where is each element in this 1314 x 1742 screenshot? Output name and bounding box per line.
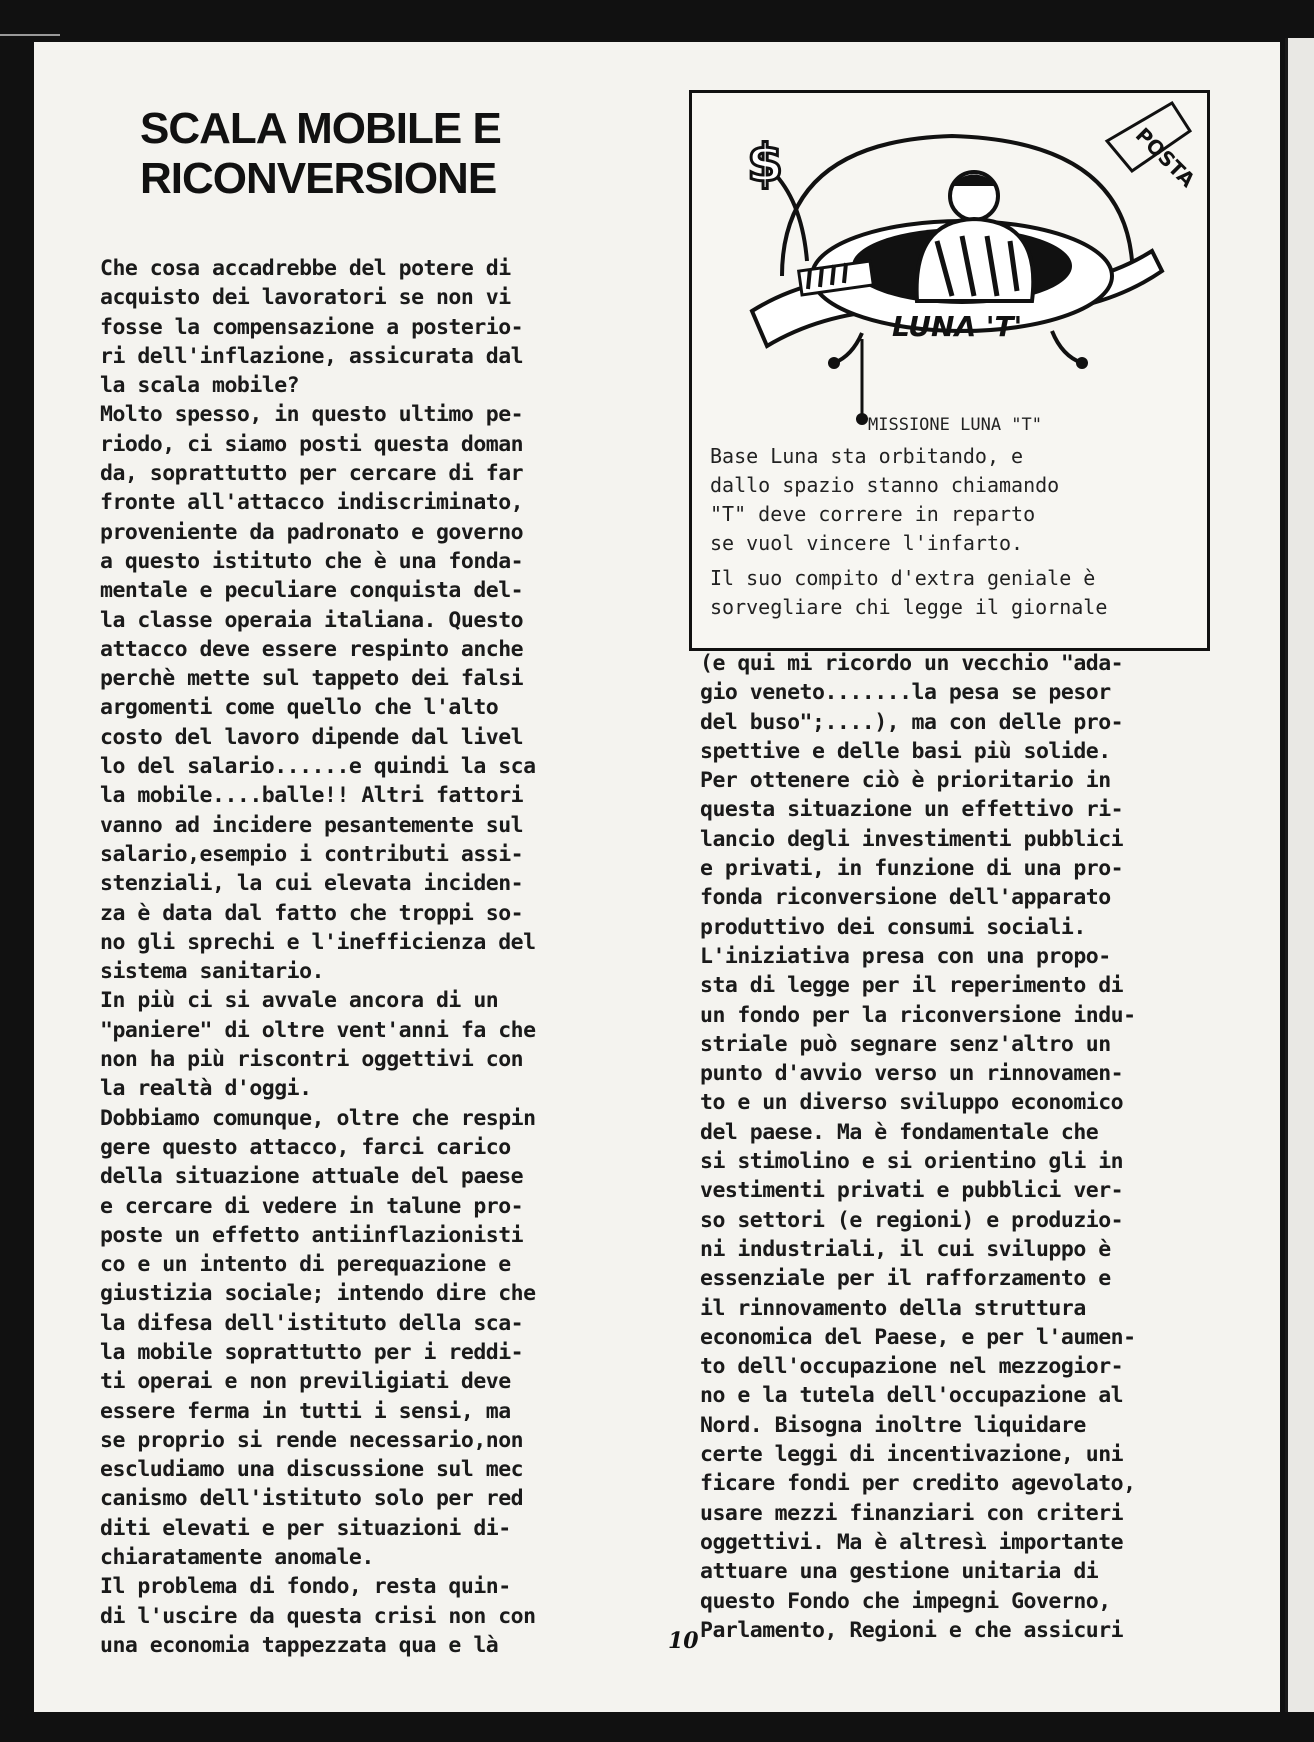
text-line: In più ci si avvale ancora di un <box>100 988 499 1014</box>
left-column-text <box>100 254 680 1660</box>
right-column-text <box>700 649 1240 1645</box>
text-line: questo Fondo che impegni Governo, <box>700 1588 1111 1614</box>
text-line: argomenti come quello che l'alto <box>100 695 499 721</box>
poem-line: Base Luna sta orbitando, e <box>710 444 1024 468</box>
poem-line: Il suo compito d'extra geniale è <box>710 566 1096 590</box>
text-line: to dell'occupazione nel mezzogior- <box>700 1354 1124 1380</box>
text-line: Nord. Bisogna inoltre liquidare <box>700 1412 1086 1438</box>
text-line: a questo istituto che è una fonda- <box>100 548 524 574</box>
text-line: la scala mobile? <box>100 373 300 399</box>
text-line: certe leggi di incentivazione, uni <box>700 1442 1124 1468</box>
text-line: proveniente da padronato e governo <box>100 519 524 545</box>
text-line: del buso";....), ma con delle pro- <box>700 709 1124 735</box>
posta-stamp-text: POSTA <box>1130 122 1200 192</box>
text-line: la mobile....balle!! Altri fattori <box>100 783 524 809</box>
text-line: (e qui mi ricordo un vecchio "ada- <box>700 651 1124 676</box>
text-line: riodo, ci siamo posti questa doman <box>100 431 524 457</box>
top-rule <box>0 34 60 36</box>
text-line: attuare una gestione unitaria di <box>700 1559 1099 1585</box>
poem-caption: MISSIONE LUNA "T" <box>868 415 1042 435</box>
luna-logo-text: LUNA 'T' <box>892 310 1023 343</box>
text-line: essere ferma in tutti i sensi, ma <box>100 1398 511 1424</box>
cartoon-box <box>689 90 1210 651</box>
text-line: economica del Paese, e per l'aumen- <box>700 1324 1136 1350</box>
text-line: essenziale per il rafforzamento e <box>700 1266 1111 1292</box>
text-line: di l'uscire da questa crisi non con <box>100 1603 536 1629</box>
title-line-2: RICONVERSIONE <box>140 154 497 203</box>
text-line: giustizia sociale; intendo dire che <box>100 1281 536 1307</box>
text-line: vestimenti privati e pubblici ver- <box>700 1178 1124 1204</box>
title-line-1: SCALA MOBILE E <box>140 104 501 153</box>
text-line: e privati, in funzione di una pro- <box>700 856 1124 882</box>
text-line: punto d'avvio verso un rinnovamen- <box>700 1061 1124 1087</box>
text-line: mentale e peculiare conquista del- <box>100 578 524 604</box>
text-line: Per ottenere ciò è prioritario in <box>700 768 1111 794</box>
cartoon-illustration <box>712 101 1200 421</box>
leg-foot-right-shape <box>1076 357 1088 369</box>
text-line: co e un intento di perequazione e <box>100 1252 511 1278</box>
text-line: Dobbiamo comunque, oltre che respin <box>100 1105 536 1131</box>
text-line: produttivo dei consumi sociali. <box>700 914 1086 940</box>
text-line: della situazione attuale del paese <box>100 1164 524 1190</box>
text-line: perchè mette sul tappeto dei falsi <box>100 666 524 692</box>
text-line: la classe operaia italiana. Questo <box>100 607 524 633</box>
text-line: so settori (e regioni) e produzio- <box>700 1207 1124 1233</box>
text-line: "paniere" di oltre vent'anni fa che <box>100 1017 536 1043</box>
text-line: si stimolino e si orientino gli in <box>700 1149 1124 1175</box>
text-line: chiaratamente anomale. <box>100 1545 374 1571</box>
text-line: usare mezzi finanziari con criteri <box>700 1500 1124 1526</box>
text-line: fonda riconversione dell'apparato <box>700 885 1111 911</box>
text-line: una economia tappezzata qua e là <box>100 1632 499 1658</box>
text-line: sta di legge per il reperimento di <box>700 973 1124 999</box>
text-line: no e la tutela dell'occupazione al <box>700 1383 1124 1409</box>
text-line: L'iniziativa presa con una propo- <box>700 943 1111 969</box>
text-line: acquisto dei lavoratori se non vi <box>100 285 511 311</box>
text-line: diti elevati e per situazioni di- <box>100 1515 511 1541</box>
text-line: spettive e delle basi più solide. <box>700 738 1111 764</box>
text-line: za è data dal fatto che troppi so- <box>100 900 524 926</box>
text-line: del paese. Ma è fondamentale che <box>700 1119 1099 1145</box>
text-line: stenziali, la cui elevata inciden- <box>100 871 524 897</box>
text-line: ri dell'inflazione, assicurata dal <box>100 343 524 369</box>
poem-block <box>710 411 1200 622</box>
text-line: Parlamento, Regioni e che assicuri <box>700 1617 1124 1643</box>
text-line: sistema sanitario. <box>100 959 324 985</box>
text-line: un fondo per la riconversione indu- <box>700 1002 1136 1028</box>
text-line: salario,esempio i contributi assi- <box>100 841 524 867</box>
text-line: questa situazione un effettivo ri- <box>700 797 1124 823</box>
text-line: la mobile soprattutto per i reddi- <box>100 1339 524 1365</box>
text-line: ti operai e non previligiati deve <box>100 1369 511 1395</box>
text-line: Il problema di fondo, resta quin- <box>100 1574 511 1600</box>
text-line: non ha più riscontri oggettivi con <box>100 1047 524 1073</box>
text-line: fosse la compensazione a posterio- <box>100 314 524 340</box>
text-line: il rinnovamento della struttura <box>700 1295 1086 1321</box>
text-line: ni industriali, il cui sviluppo è <box>700 1236 1111 1262</box>
leg-foot-left-shape <box>828 357 840 369</box>
text-line: gio veneto.......la pesa se pesor <box>700 680 1111 706</box>
text-line: costo del lavoro dipende dal livel <box>100 724 524 750</box>
text-line: la difesa dell'istituto della sca- <box>100 1310 524 1336</box>
text-line: ficare fondi per credito agevolato, <box>700 1471 1136 1497</box>
text-line: oggettivi. Ma è altresì importante <box>700 1529 1124 1555</box>
text-line: gere questo attacco, farci carico <box>100 1134 511 1160</box>
text-line: da, soprattutto per cercare di far <box>100 461 524 487</box>
text-line: canismo dell'istituto solo per red <box>100 1486 524 1512</box>
text-line: attacco deve essere respinto anche <box>100 636 524 662</box>
poem-line: se vuol vincere l'infarto. <box>710 531 1024 555</box>
text-line: vanno ad incidere pesantemente sul <box>100 812 524 838</box>
text-line: se proprio si rende necessario,non <box>100 1427 524 1453</box>
page-number: 10 <box>668 1628 699 1654</box>
text-line: Che cosa accadrebbe del potere di <box>100 256 511 281</box>
poem-line: dallo spazio stanno chiamando <box>710 473 1060 497</box>
text-line: la realtà d'oggi. <box>100 1076 312 1102</box>
text-line: poste un effetto antiinflazionisti <box>100 1222 524 1248</box>
text-line: striale può segnare senz'altro un <box>700 1031 1111 1057</box>
text-line: to e un diverso sviluppo economico <box>700 1090 1124 1116</box>
dollar-icon: $ <box>747 134 784 194</box>
article-title <box>140 104 700 204</box>
poem-line: "T" deve correre in reparto <box>710 502 1036 526</box>
text-line: lancio degli investimenti pubblici <box>700 826 1124 852</box>
text-line: escludiamo una discussione sul mec <box>100 1457 524 1483</box>
page-spine <box>1285 38 1314 1712</box>
text-line: fronte all'attacco indiscriminato, <box>100 490 524 516</box>
text-line: Molto spesso, in questo ultimo pe- <box>100 402 524 428</box>
text-line: e cercare di vedere in talune pro- <box>100 1193 524 1219</box>
text-line: no gli sprechi e l'inefficienza del <box>100 929 536 955</box>
text-line: lo del salario......e quindi la sca <box>100 754 536 780</box>
poem-line: sorvegliare chi legge il giornale <box>710 595 1108 619</box>
